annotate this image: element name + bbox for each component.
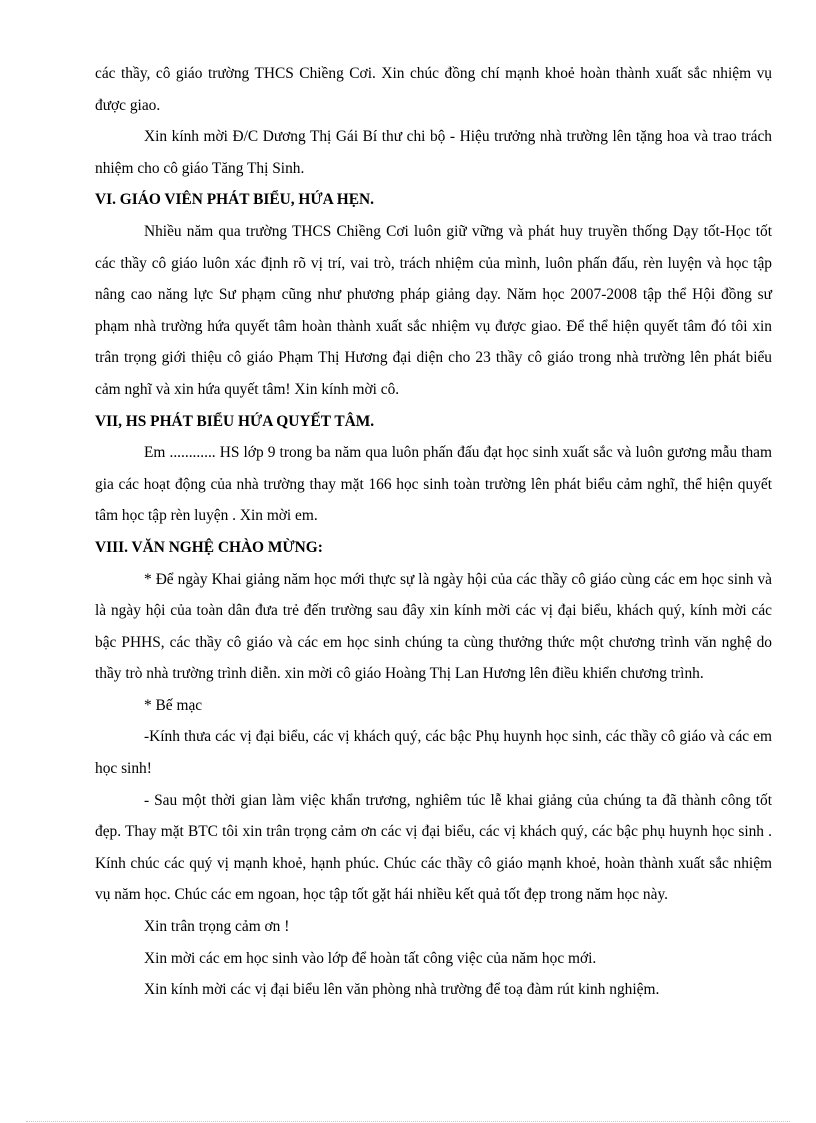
paragraph-students-to-class: Xin mời các em học sinh vào lớp để hoàn tất công việc của năm học mới. [144, 949, 597, 967]
page-bottom-border [26, 1121, 790, 1122]
paragraph-thank-you: Xin trân trọng cảm ơn ! [144, 918, 290, 936]
paragraph-greeting: -Kính thưa các vị đại biểu, các vị khách quý, các bậc Phụ huynh học sinh, các thầy cô giáo và các em học sinh! [95, 728, 772, 778]
paragraph-closing-title: * Bế mạc [144, 696, 203, 714]
section-heading-viii: VIII. VĂN NGHỆ CHÀO MỪNG: [95, 538, 323, 556]
paragraph-delegates-to-office: Xin kính mời các vị đại biểu lên văn phòng nhà trường để toạ đàm rút kinh nghiệm. [144, 981, 660, 999]
paragraph-teacher-speech: Nhiều năm qua trường THCS Chiềng Cơi luôn giữ vững và phát huy truyền thống Dạy tốt-Học tốt các thầy cô giáo luôn xác định rõ vị trí, vai trò, trách nhiệm của mình, luôn phấn đấu, rèn luyện và học tập nâng cao năng lực Sư phạm cũng như phương pháp giảng dạy. Năm học 2007-2008 tập thể Hội đồng sư phạm nhà trường hứa quyết tâm hoàn thành xuất sắc nhiệm vụ được giao. Để thể hiện quyết tâm đó tôi xin trân trọng giới thiệu cô giáo Phạm Thị Hương đại diện cho 23 thầy cô giáo trong nhà trường lên phát biểu cảm nghĩ và xin hứa quyết tâm! Xin kính mời cô. [95, 222, 772, 398]
section-heading-vi: VI. GIÁO VIÊN PHÁT BIỂU, HỨA HẸN. [95, 191, 374, 209]
section-heading-vii: VII, HS PHÁT BIỂU HỨA QUYẾT TÂM. [95, 412, 375, 430]
paragraph-student-speech: Em ............ HS lớp 9 trong ba năm qua luôn phấn đấu đạt học sinh xuất sắc và luôn gương mẫu tham gia các hoạt động của nhà trường thay mặt 166 học sinh toàn trường lên phát biểu cảm nghĩ, thể hiện quyết tâm học tập rèn luyện . Xin mời em. [95, 444, 772, 525]
paragraph-continued: các thầy, cô giáo trường THCS Chiềng Cơi. Xin chúc đồng chí mạnh khoẻ hoàn thành xuất sắc nhiệm vụ được giao. [95, 65, 772, 114]
paragraph-invitation: Xin kính mời Đ/C Dương Thị Gái Bí thư chi bộ - Hiệu trưởng nhà trường lên tặng hoa và trao trách nhiệm cho cô giáo Tăng Thị Sinh. [95, 128, 772, 177]
paragraph-performance: * Để ngày Khai giảng năm học mới thực sự là ngày hội của các thầy cô giáo cùng các em học sinh và là ngày hội của toàn dân đưa trẻ đến trường sau đây xin kính mời các vị đại biểu, khách quý, kính mời các bậc PHHS, các thầy cô giáo và các em học sinh chúng ta cùng thưởng thức một chương trình văn nghệ do thầy trò nhà trường trình diễn. xin mời cô giáo Hoàng Thị Lan Hương lên điều khiển chương trình. [95, 570, 772, 683]
paragraph-thanks: - Sau một thời gian làm việc khẩn trương, nghiêm túc lễ khai giảng của chúng ta đã thành công tốt đẹp. Thay mặt BTC tôi xin trân trọng cảm ơn các vị đại biểu, các vị khách quý, các bậc phụ huynh học sinh . Kính chúc các quý vị mạnh khoẻ, hạnh phúc. Chúc các thầy cô giáo mạnh khoẻ, hoàn thành xuất sắc nhiệm vụ năm học. Chúc các em ngoan, học tập tốt gặt hái nhiều kết quả tốt đẹp trong năm học này. [95, 791, 772, 904]
